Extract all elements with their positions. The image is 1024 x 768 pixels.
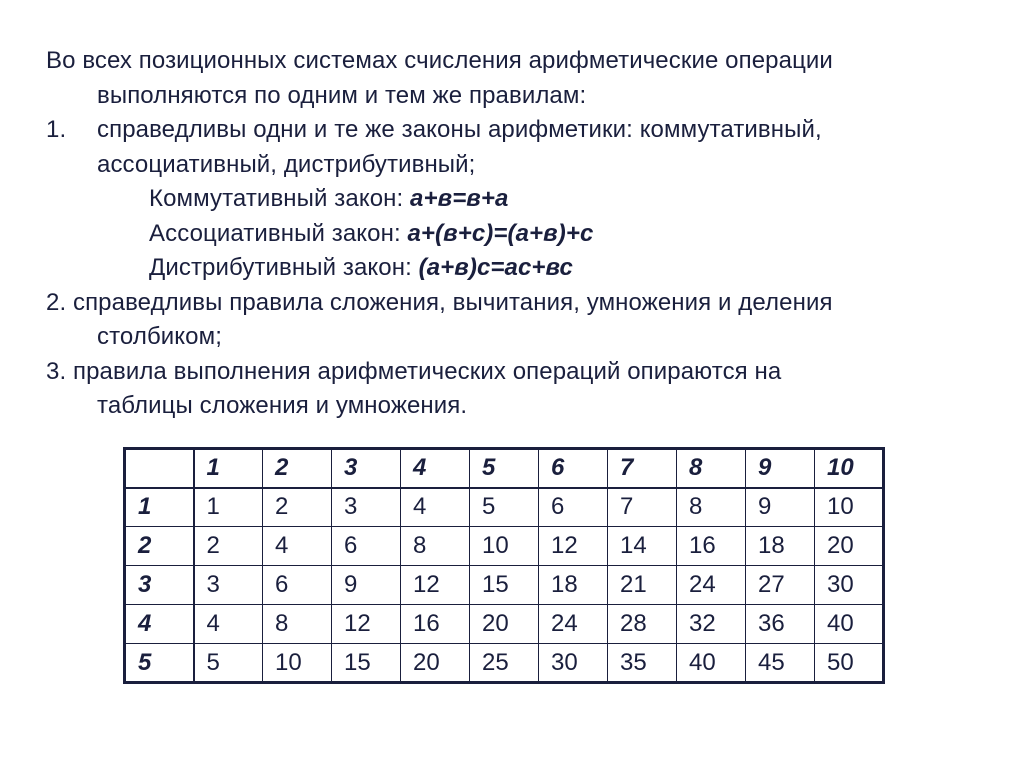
- table-header-cell: 6: [539, 449, 608, 488]
- table-row: [125, 566, 884, 605]
- table-cell: 15: [332, 644, 401, 683]
- table-cell: 20: [401, 644, 470, 683]
- table-cell: 12: [539, 527, 608, 566]
- table-cell: 40: [677, 644, 746, 683]
- table-cell: 14: [608, 527, 677, 566]
- table-cell: 45: [746, 644, 815, 683]
- multiplication-table-wrap: [123, 447, 885, 684]
- table-cell: 2: [194, 527, 263, 566]
- table-row: [125, 644, 884, 683]
- table-cell: 15: [470, 566, 539, 605]
- table-header-cell: 9: [746, 449, 815, 488]
- item-1-text-1: справедливы одни и те же законы арифметики: коммутативный,: [97, 116, 822, 143]
- item-3-line-1: 3. правила выполнения арифметических операций опираются на: [46, 357, 782, 385]
- table-row-header-cell: 2: [125, 527, 194, 566]
- table-cell: 8: [401, 527, 470, 566]
- table-header-cell: 10: [815, 449, 884, 488]
- item-1-number: 1.: [46, 116, 67, 143]
- table-cell: 24: [677, 566, 746, 605]
- law-label: Ассоциативный закон:: [149, 219, 408, 247]
- item-1-line-2: ассоциативный, дистрибутивный;: [97, 150, 476, 178]
- item-2-line-1: 2. справедливы правила сложения, вычитания, умножения и деления: [46, 288, 833, 316]
- table-header-cell: 3: [332, 449, 401, 488]
- table-cell: 10: [815, 488, 884, 527]
- table-cell: 10: [470, 527, 539, 566]
- law-distributive: [46, 251, 986, 286]
- table-cell: 8: [263, 605, 332, 644]
- table-cell: 30: [815, 566, 884, 605]
- law-formula: а+(в+с)=(а+в)+с: [407, 219, 594, 247]
- table-row-header-cell: 5: [125, 644, 194, 683]
- law-label: Коммутативный закон:: [149, 185, 411, 212]
- table-row: [125, 527, 884, 566]
- law-formula: а+в=в+а: [410, 185, 509, 212]
- table-cell: 36: [746, 605, 815, 644]
- table-cell: 28: [608, 605, 677, 644]
- table-cell: 4: [194, 605, 263, 644]
- table-row: [125, 488, 884, 527]
- table-cell: 12: [332, 605, 401, 644]
- table-cell: 9: [746, 488, 815, 527]
- table-cell: 1: [194, 488, 263, 527]
- table-header-cell: 4: [401, 449, 470, 488]
- item-1-line-1: [46, 113, 986, 148]
- table-cell: 20: [470, 605, 539, 644]
- table-cell: 4: [263, 527, 332, 566]
- intro-line-2: выполняются по одним и тем же правилам:: [97, 81, 587, 109]
- table-header-cell: 1: [194, 449, 263, 488]
- law-commutative: [46, 182, 986, 217]
- table-cell: 40: [815, 605, 884, 644]
- table-row-header-cell: 4: [125, 605, 194, 644]
- intro-line-1: Во всех позиционных системах счисления арифметические операции: [46, 47, 833, 74]
- table-cell: 24: [539, 605, 608, 644]
- slide-text: [46, 44, 986, 424]
- table-cell: 5: [194, 644, 263, 683]
- table-cell: 18: [746, 527, 815, 566]
- table-cell: 16: [677, 527, 746, 566]
- table-cell: 9: [332, 566, 401, 605]
- item-2-line-2: столбиком;: [97, 323, 222, 350]
- table-cell: 6: [332, 527, 401, 566]
- table-cell: 3: [332, 488, 401, 527]
- table-corner-cell: [125, 449, 194, 488]
- law-formula: (а+в)с=ас+вс: [418, 254, 573, 281]
- table-cell: 16: [401, 605, 470, 644]
- table-cell: 18: [539, 566, 608, 605]
- table-cell: 4: [401, 488, 470, 527]
- table-cell: 35: [608, 644, 677, 683]
- table-row-header-cell: 3: [125, 566, 194, 605]
- table-header-cell: 7: [608, 449, 677, 488]
- table-cell: 6: [263, 566, 332, 605]
- table-cell: 2: [263, 488, 332, 527]
- table-header-cell: 2: [263, 449, 332, 488]
- table-row-header-cell: 1: [125, 488, 194, 527]
- table-cell: 25: [470, 644, 539, 683]
- table-header-cell: 5: [470, 449, 539, 488]
- table-cell: 7: [608, 488, 677, 527]
- table-cell: 12: [401, 566, 470, 605]
- table-cell: 10: [263, 644, 332, 683]
- item-3-line-2: таблицы сложения и умножения.: [97, 392, 468, 419]
- table-header-row: [125, 449, 884, 488]
- table-header-cell: 8: [677, 449, 746, 488]
- table-cell: 20: [815, 527, 884, 566]
- law-label: Дистрибутивный закон:: [149, 254, 419, 281]
- multiplication-table: [123, 447, 885, 684]
- table-cell: 50: [815, 644, 884, 683]
- table-cell: 32: [677, 605, 746, 644]
- table-cell: 30: [539, 644, 608, 683]
- table-cell: 21: [608, 566, 677, 605]
- law-associative: [46, 217, 986, 252]
- table-cell: 3: [194, 566, 263, 605]
- table-cell: 6: [539, 488, 608, 527]
- table-cell: 5: [470, 488, 539, 527]
- table-row: [125, 605, 884, 644]
- table-cell: 27: [746, 566, 815, 605]
- table-cell: 8: [677, 488, 746, 527]
